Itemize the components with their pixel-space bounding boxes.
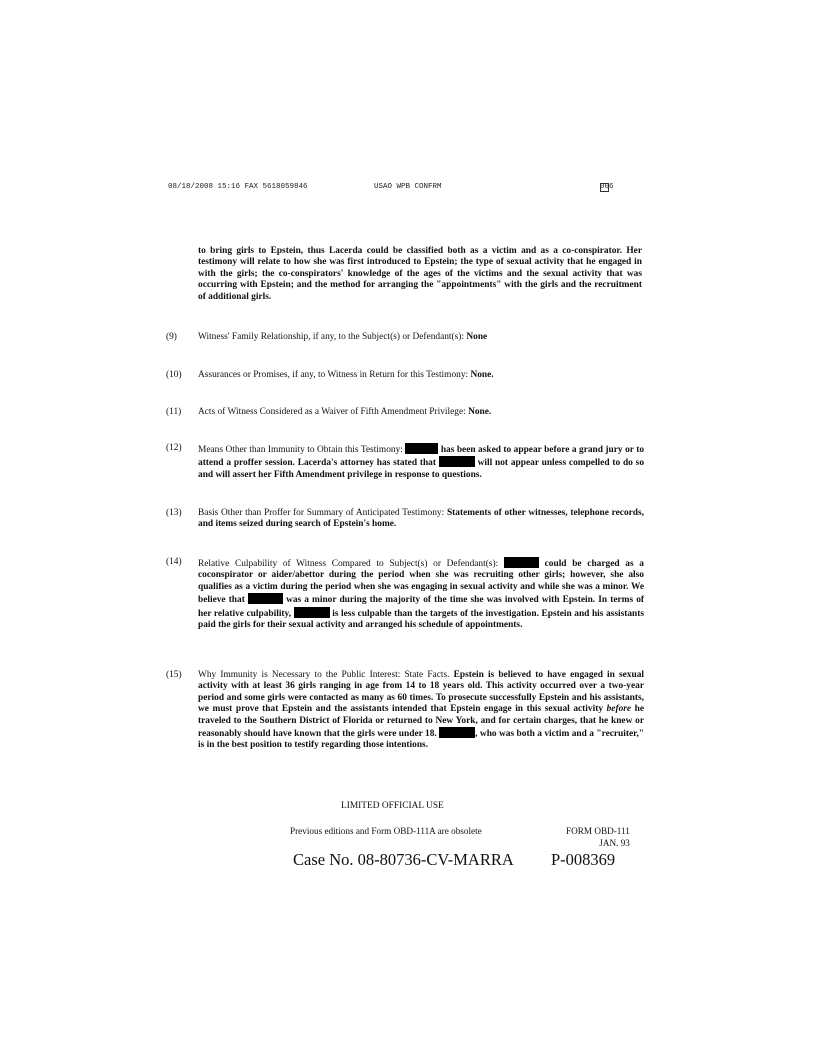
form-number bbox=[566, 826, 630, 849]
previous-editions-note: Previous editions and Form OBD-111A are obsolete bbox=[290, 826, 482, 836]
redaction-box bbox=[439, 727, 475, 738]
item-15 bbox=[166, 670, 644, 752]
item-answer-part: is less culpable than the targets of the investigation. Epstein and his assistants paid the girls for their sexual activity and arranged his schedule of appointments. bbox=[198, 608, 645, 631]
item-number: (10) bbox=[166, 370, 182, 380]
item-number: (11) bbox=[166, 407, 182, 417]
item-label: Acts of Witness Considered as a Waiver of Fifth Amendment Privilege: bbox=[198, 407, 466, 417]
redaction-box bbox=[405, 443, 438, 454]
form-date: JAN. 93 bbox=[599, 837, 630, 848]
fax-timestamp: 08/18/2008 15:16 FAX 5618059846 bbox=[168, 183, 308, 191]
item-13 bbox=[166, 508, 644, 531]
item-14 bbox=[166, 557, 644, 631]
item-answer-part: he traveled to the Southern District of Florida or returned to New York, and for certain charges, that he knew or reasonably should have known that the girls were under 18. bbox=[198, 704, 645, 740]
item-answer: None bbox=[466, 332, 488, 342]
redaction-box bbox=[294, 607, 330, 618]
item-label: Assurances or Promises, if any, to Witness in Return for this Testimony: bbox=[198, 370, 469, 380]
fax-header: 08/18/2008 15:16 FAX 5618059846 USAO WPB CONFRM 006 bbox=[168, 183, 614, 191]
limited-official-use-label: LIMITED OFFICIAL USE bbox=[341, 801, 444, 811]
item-11 bbox=[166, 407, 644, 418]
item-label: Why Immunity is Necessary to the Public Interest: State Facts. bbox=[198, 670, 450, 680]
item-answer-part: will not appear unless compelled to do so and will assert her Fifth Amendment privilege in response to questions. bbox=[198, 458, 645, 480]
item-label: Relative Culpability of Witness Compared to Subject(s) or Defendant(s): bbox=[198, 559, 499, 569]
item-answer-part: could be charged as a coconspirator or aider/abettor during the period when she was recruiting other girls; however, she also qualifies as a victim during the period when she was engaging in sexual activity and while she was a minor. We believe that bbox=[198, 559, 644, 606]
form-id: FORM OBD-111 bbox=[566, 826, 630, 836]
item-number: (12) bbox=[166, 443, 182, 453]
item-number: (14) bbox=[166, 557, 182, 567]
redaction-box bbox=[248, 593, 283, 604]
redaction-box bbox=[439, 456, 475, 467]
item-answer: Statements of other witnesses, telephone records, and items seized during search of Epstein's home. bbox=[198, 508, 644, 530]
item-label: Basis Other than Proffer for Summary of Anticipated Testimony: bbox=[198, 508, 445, 518]
item-answer-part: , who was both a victim and a "recruiter," is in the best position to testify regarding those intentions. bbox=[198, 729, 645, 751]
redaction-box bbox=[504, 557, 539, 568]
item-number: (13) bbox=[166, 508, 182, 518]
item-answer-part: Epstein is believed to have engaged in sexual activity with at least 36 girls ranging in age from 14 to 18 years old. This activity occurred over a two-year period and some girls were contacted as many as 60 times. To prosecute successfully Epstein and his assistants, we must prove that Epstein and the assistants intended that Epstein engage in this sexual activity bbox=[198, 670, 645, 715]
item-label: Means Other than Immunity to Obtain this Testimony: bbox=[198, 445, 403, 455]
item-answer-part: has been asked to appear before a grand jury or to attend a proffer session. Lacerda's attorney has stated that bbox=[198, 445, 645, 469]
fax-sender: USAO WPB CONFRM bbox=[374, 183, 442, 191]
item-label: Witness' Family Relationship, if any, to the Subject(s) or Defendant(s): bbox=[198, 332, 465, 342]
item-answer: None. bbox=[468, 407, 492, 417]
item-answer-part: was a minor during the majority of the time she was involved with Epstein. In terms of her relative culpability, bbox=[198, 595, 645, 619]
case-number: Case No. 08-80736-CV-MARRA bbox=[293, 850, 514, 869]
item-answer: None. bbox=[470, 370, 494, 380]
item-12 bbox=[166, 443, 644, 481]
item-9 bbox=[166, 332, 644, 343]
item-number: (9) bbox=[166, 332, 177, 342]
item-10 bbox=[166, 370, 644, 381]
bates-number: P-008369 bbox=[551, 850, 616, 869]
item-answer-emphasis: before bbox=[606, 704, 632, 715]
continuation-paragraph: to bring girls to Epstein, thus Lacerda could be classified both as a victim and as a co-conspirator. Her testimony will relate to how she was first introduced to Epstein; the type of sexual activity that he engaged in with the girls; the co-conspirators' knowledge of the ages of the victims and the sexual activity that was occurring with Epstein; and the method for arranging the "appointments" with the girls and the recruitment of additional girls. bbox=[198, 246, 642, 302]
item-number: (15) bbox=[166, 670, 182, 680]
